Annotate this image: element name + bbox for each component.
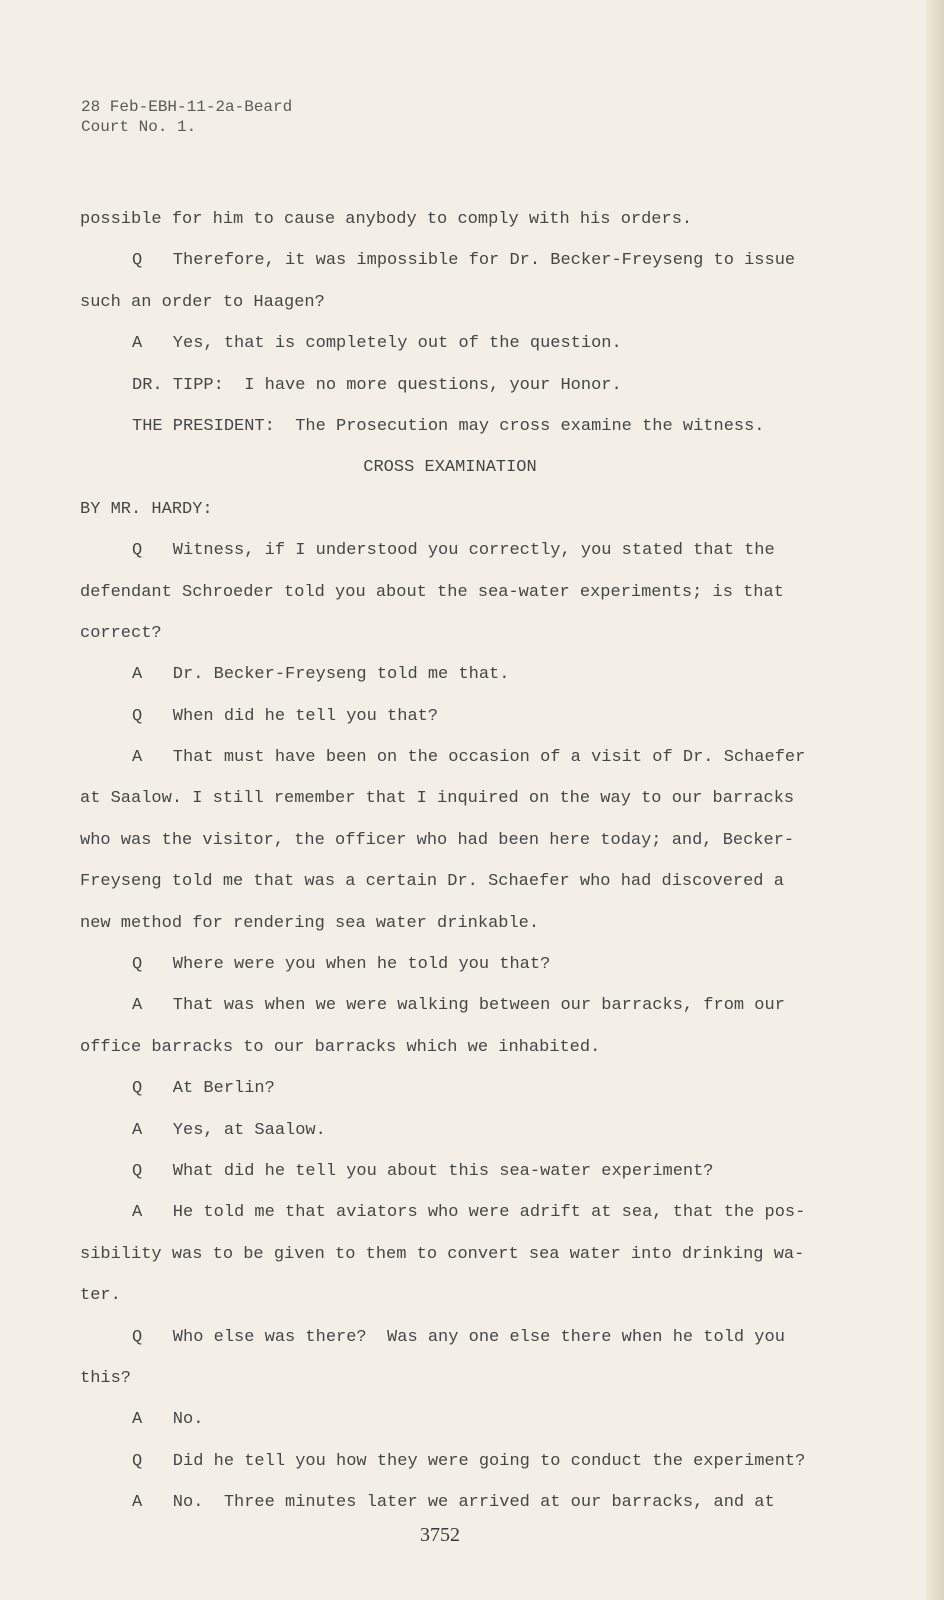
transcript-line: possible for him to cause anybody to comply with his orders.	[80, 210, 693, 229]
transcript-line: BY MR. HARDY:	[80, 499, 213, 519]
transcript-line: who was the visitor, the officer who had been here today; and, Becker-	[80, 830, 795, 850]
transcript-line: DR. TIPP: I have no more questions, your Honor.	[132, 375, 622, 395]
transcript-line: A Yes, at Saalow.	[132, 1120, 326, 1140]
transcript-line: A No.	[132, 1410, 204, 1430]
transcript-line: A Yes, that is completely out of the question.	[132, 334, 622, 354]
transcript-line: this?	[80, 1368, 132, 1388]
transcript-line: A He told me that aviators who were adrift at sea, that the pos-	[132, 1203, 806, 1223]
transcript-line: such an order to Haagen?	[80, 292, 325, 312]
transcript-line: A That must have been on the occasion of a visit of Dr. Schaefer	[132, 748, 806, 768]
transcript-line: Q What did he tell you about this sea-water experiment?	[132, 1161, 714, 1181]
header-session-code: 28 Feb-EBH-11-2a-Beard	[81, 98, 293, 116]
transcript-line: ter.	[80, 1286, 121, 1306]
transcript-line: A Dr. Becker-Freyseng told me that.	[132, 665, 510, 685]
transcript-line: defendant Schroeder told you about the sea-water experiments; is that	[80, 582, 784, 602]
transcript-line: A No. Three minutes later we arrived at our barracks, and at	[132, 1493, 775, 1513]
transcript-line: Q Witness, if I understood you correctly, you stated that the	[132, 541, 775, 561]
transcript-line: A That was when we were walking between our barracks, from our	[132, 996, 785, 1016]
transcript-line: Q Did he tell you how they were going to conduct the experiment?	[132, 1451, 806, 1471]
transcript-line: new method for rendering sea water drinkable.	[80, 913, 540, 933]
transcript-line: Q At Berlin?	[132, 1079, 275, 1099]
transcript-line: Q When did he tell you that?	[132, 706, 439, 726]
transcript-line: Q Therefore, it was impossible for Dr. Becker-Freyseng to issue	[132, 251, 796, 271]
transcript-line: sibility was to be given to them to convert sea water into drinking wa-	[80, 1244, 805, 1264]
section-heading: CROSS EXAMINATION	[363, 458, 537, 478]
transcript-line: office barracks to our barracks which we inhabited.	[80, 1037, 601, 1057]
header-court-number: Court No. 1.	[81, 118, 197, 136]
transcript-line: correct?	[80, 623, 162, 643]
transcript-line: Q Who else was there? Was any one else there when he told you	[132, 1327, 785, 1347]
transcript-body	[80, 199, 820, 1524]
page-number: 3752	[420, 1524, 460, 1546]
transcript-line: at Saalow. I still remember that I inquired on the way to our barracks	[80, 789, 795, 809]
transcript-line: THE PRESIDENT: The Prosecution may cross examine the witness.	[132, 416, 765, 436]
page-right-edge	[926, 0, 944, 1600]
document-header	[81, 97, 292, 137]
transcript-line: Freyseng told me that was a certain Dr. Schaefer who had discovered a	[80, 872, 784, 892]
transcript-line: Q Where were you when he told you that?	[132, 955, 551, 975]
